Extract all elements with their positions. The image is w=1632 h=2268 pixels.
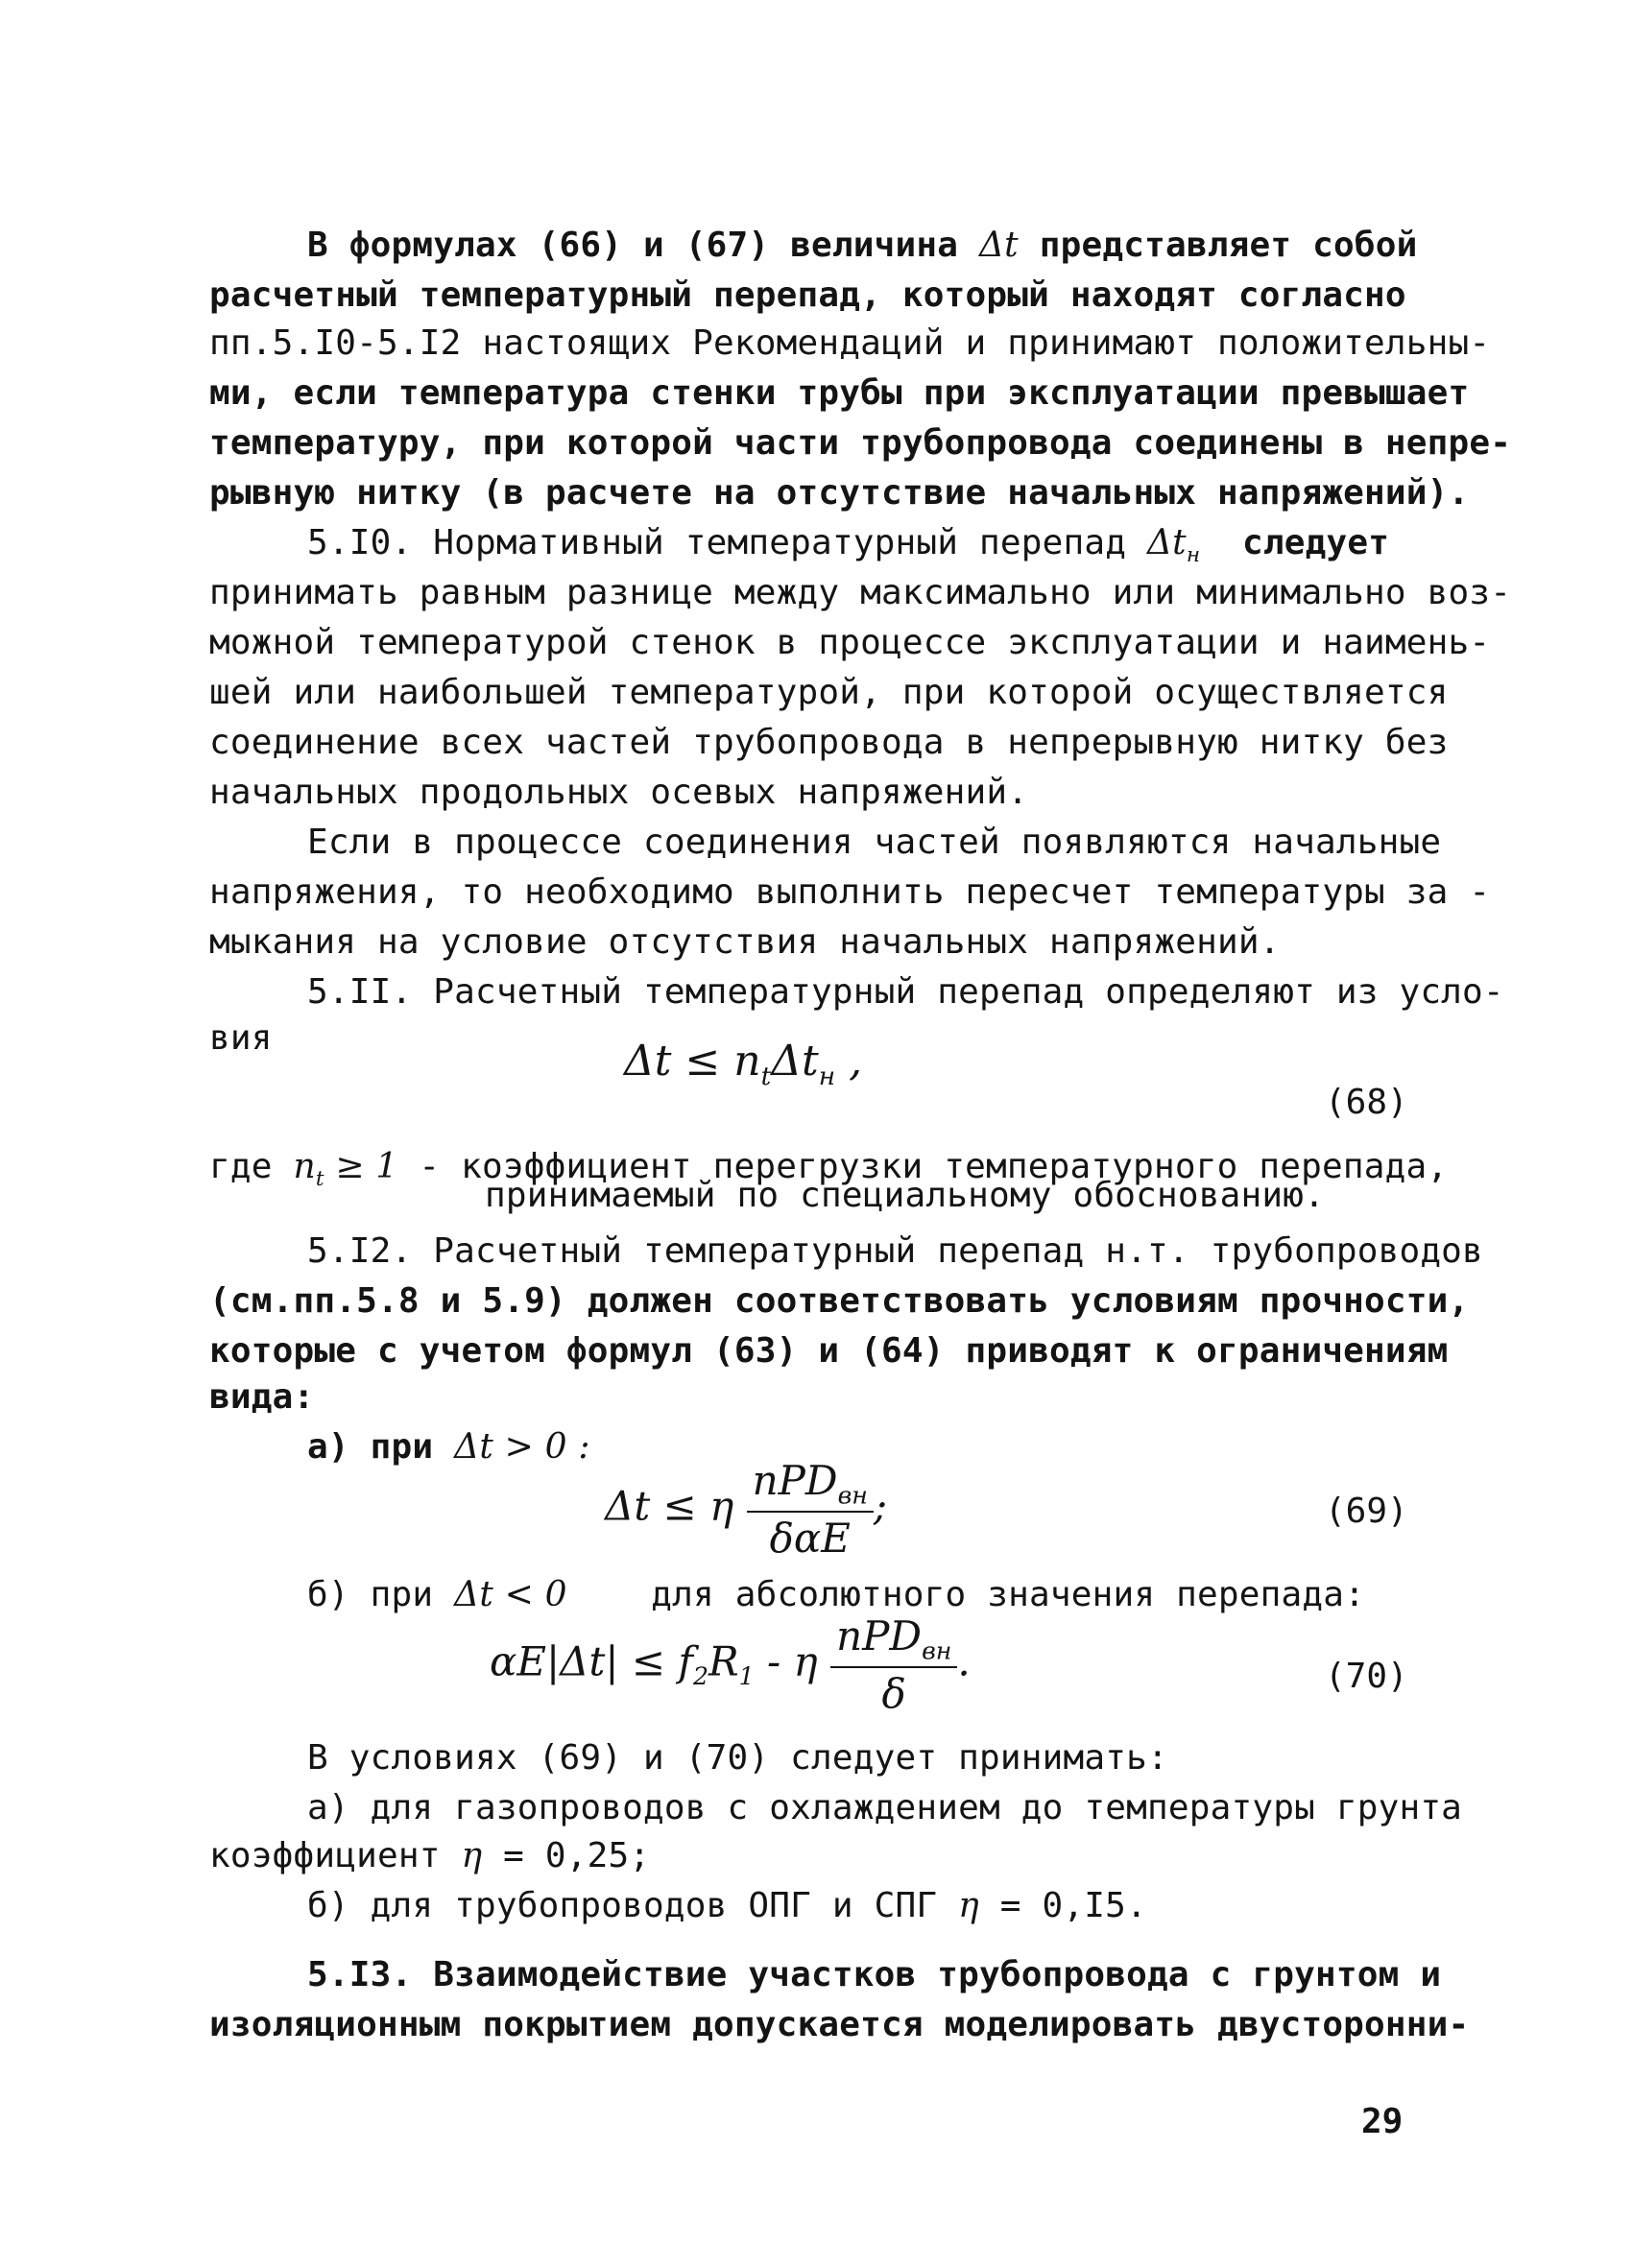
where-clause: где $n_t \ge 1$ - коэффициент перегрузки температурного перепада, [209, 1147, 1449, 1192]
math-symbol: Δt [978, 226, 1019, 265]
equation-68: $\Delta t \le n_t\Delta t_н$ , [624, 1037, 863, 1091]
math-subscript: н [1186, 543, 1201, 568]
text-line: расчетный температурный перепад, который находят согласно [209, 275, 1406, 315]
case-b-label: б) при Δt < 0 для абсолютного значения перепада: [307, 1575, 1365, 1614]
text-line: вида: [209, 1377, 315, 1417]
text-line: В условиях (69) и (70) следует принимать: [307, 1738, 1168, 1778]
equation-70: $\alpha E|\Delta t| \le f_2R_1 - \eta$ $\frac{nPD_{вн}}{\delta}$ . [490, 1612, 971, 1718]
math-symbol: n [293, 1147, 316, 1186]
text-line: 5.I2. Расчетный температурный перепад н.т. трубопроводов [307, 1231, 1483, 1271]
fraction: $\frac{nPD_{вн}}{\text{δαE}}$ [747, 1457, 874, 1562]
text-line: пп.5.I0-5.I2 настоящих Рекомендаций и принимают положительны- [209, 323, 1491, 363]
text-line: 5.I3. Взаимодействие участков трубопровода с грунтом и [307, 1955, 1442, 1994]
case-a-label: а) при Δt > 0 : [307, 1427, 590, 1467]
text-line: а) для газопроводов с охлаждением до температуры грунта [307, 1788, 1463, 1827]
text-line: температуру, при которой части трубопровода соединены в непре- [209, 423, 1512, 463]
fraction: $\frac{nPD_{вн}}{\delta}$ [830, 1612, 957, 1717]
text-line: 5.I0. Нормативный температурный перепад $\Delta t_н$ следует [307, 523, 1390, 568]
text-line: напряжения, то необходимо выполнить пересчет температуры за - [209, 872, 1491, 912]
text-line: можной температурой стенок в процессе эксплуатации и наимень- [209, 623, 1491, 662]
text-line: б) для трубопроводов ОПГ и СПГ η = 0,I5. [307, 1886, 1147, 1925]
text-line: вия [209, 1018, 273, 1058]
equation-number: (69) [1325, 1492, 1408, 1531]
text-line: ми, если температура стенки трубы при эксплуатации превышает [209, 373, 1470, 413]
equation-number: (68) [1325, 1083, 1408, 1122]
equation-69: Δt ≤ η $\frac{nPD_{вн}}{\text{δαE}}$ ; [605, 1457, 888, 1563]
equation-number: (70) [1325, 1657, 1408, 1696]
math-symbol: Δt [1146, 523, 1187, 562]
page-number: 29 [1361, 2102, 1404, 2141]
text-line: 5.II. Расчетный температурный перепад определяют из усло- [307, 972, 1504, 1012]
text-line: принимаемый по специальному обоснованию. [485, 1176, 1325, 1215]
text-line: В формулах (66) и (67) величина Δt представляет собой [307, 226, 1418, 265]
text-line: изоляционным покрытием допускается моделировать двусторонни- [209, 2005, 1470, 2044]
text-line: мыкания на условие отсутствия начальных напряжений. [209, 922, 1281, 962]
text-line: соединение всех частей трубопровода в непрерывную нитку без [209, 723, 1449, 762]
text-line: (см.пп.5.8 и 5.9) должен соответствовать условиям прочности, [209, 1281, 1470, 1321]
text-line: начальных продольных осевых напряжений. [209, 773, 1029, 812]
math-symbol: η [958, 1886, 979, 1925]
text-line: коэффициент η = 0,25; [209, 1836, 651, 1875]
text-line: которые с учетом формул (63) и (64) приводят к ограничениям [209, 1331, 1449, 1371]
text-line: рывную нитку (в расчете на отсутствие начальных напряжений). [209, 473, 1470, 513]
text-line: Если в процессе соединения частей появляются начальные [307, 823, 1442, 862]
math-symbol: η [461, 1836, 483, 1875]
text-line: принимать равным разнице между максимально или минимально воз- [209, 573, 1512, 612]
text-line: шей или наибольшей температурой, при которой осуществляется [209, 673, 1449, 712]
